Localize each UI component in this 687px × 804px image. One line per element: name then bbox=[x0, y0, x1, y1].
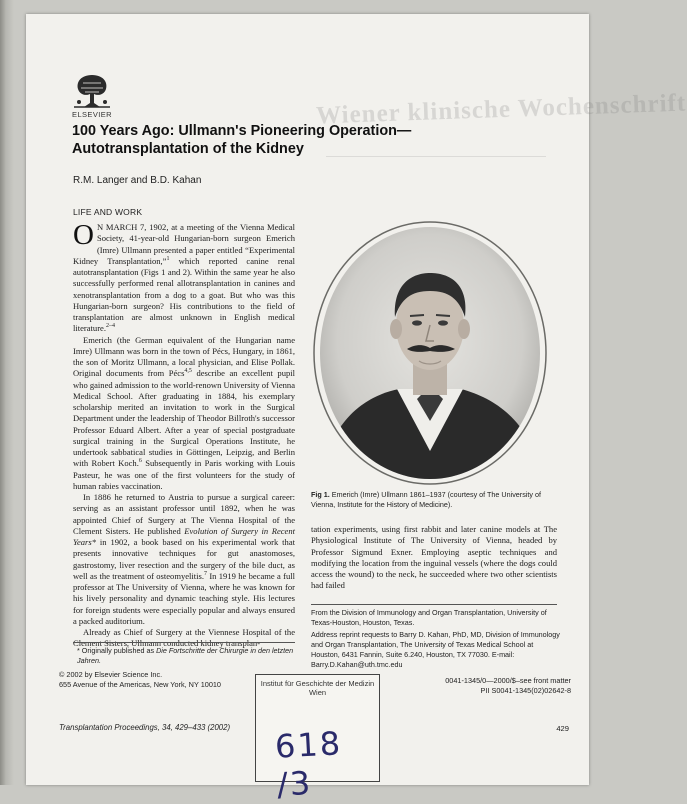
citation: 1 bbox=[166, 255, 170, 262]
page-number: 429 bbox=[556, 724, 569, 733]
paragraph-text: in 1902, a book based on his experimental work that presents innovative techniques for gut anastomoses, gastrostomy, liver resection and the surgery of the bile duct, as well as the treatment of osteomyelitis. bbox=[73, 537, 295, 581]
publisher-address: 655 Avenue of the Americas, New York, NY 10010 bbox=[59, 680, 221, 689]
figure-caption-text: Emerich (Imre) Ullmann 1861–1937 (courtesy of The University of Vienna, Institute for the History of Medicine). bbox=[311, 490, 541, 509]
citation: 4,5 bbox=[184, 368, 192, 375]
portrait-photo bbox=[309, 221, 552, 485]
copyright-line: © 2002 by Elsevier Science Inc. bbox=[59, 670, 163, 679]
issn-block bbox=[381, 676, 571, 696]
section-heading: LIFE AND WORK bbox=[73, 207, 143, 217]
issn-line: 0041-1345/0—2000/$–see front matter bbox=[445, 676, 571, 685]
publisher-logo bbox=[71, 69, 113, 119]
paragraph-text: Emerich (the German equivalent of the Hungarian name Imre) Ullmann was born in the town of Pécs, Hungary, in 1861, the son of Moritz Ullmann, a local physician, and Elise Pollak. Original documents from Pécs bbox=[73, 334, 295, 379]
bleed-through-text: Wiener klinische Wochenschrift bbox=[315, 89, 687, 130]
citation: 6 bbox=[138, 458, 142, 465]
affiliation-line: From the Division of Immunology and Organ Transplantation, University of Texas-Houston, Houston, Texas. bbox=[311, 608, 547, 627]
stamp-line: Wien bbox=[308, 688, 327, 697]
body-paragraph-1 bbox=[73, 219, 295, 335]
footnote-prefix: * Originally published as bbox=[77, 646, 157, 655]
book-title: Evolution of Surgery in Recent Years* bbox=[73, 525, 295, 547]
publisher-name: ELSEVIER bbox=[72, 110, 112, 119]
reprint-address: Address reprint requests to Barry D. Kahan, PhD, MD, Division of Immunology and Organ Transplantation, The University of Texas Medical School at Houston, 6431 Fannin, Suite 6.240, Houston, TX 77030. E-mail: Barry.D.Kahan@uth.tmc.edu bbox=[311, 630, 560, 669]
affiliation-rule bbox=[311, 604, 557, 605]
paragraph-text: Subsequently in Paris working with Louis Pasteur, he was one of the first volunteers for the study of human rabies vaccination. bbox=[73, 458, 295, 491]
figure-caption bbox=[311, 490, 556, 510]
footnote bbox=[77, 646, 299, 666]
bleed-through-rule bbox=[326, 156, 546, 181]
body-right-column bbox=[311, 524, 557, 592]
footnote-rule bbox=[73, 642, 295, 643]
paragraph-text: In 1886 he returned to Austria to pursue a surgical career: serving as an assistant professor until 1892, when he was appointed Chief of Surgery at The Vienna Hospital of the Clement Sisters. He published bbox=[73, 492, 295, 536]
body-paragraph-right: tation experiments, using first rabbit and later canine models at The Physiological Institute of The University of Vienna, headed by Professor Sigmund Exner. Employing aseptic techniques and modifying the location from the inguinal vessels (where the dogs could access the wound) to the neck, he succeeded where two other scientists had failed bbox=[311, 524, 557, 591]
drop-cap: O bbox=[73, 219, 94, 251]
handwritten-shelfmark: 618 /3 bbox=[274, 724, 344, 804]
journal-page bbox=[26, 14, 687, 804]
body-paragraph-3 bbox=[73, 492, 295, 627]
paragraph-text: In 1919 he became a full professor at The University of Vienna, where he was known for his lively personality and dynamic teaching style. His lectures for foreign students were especially popular and always ensured a packed auditorium. bbox=[73, 570, 295, 626]
paragraph-text: describe an excellent pupil who gained admission to the world-renown University of Vienna Medical School. After graduating in 1884, his exemplary scholarship merited an invitation to work in the Surgical Department under the leadership of Theodor Billroth's successor Professor Eduard Albert. After a year of special postgraduate surgical training in the Surgical Operations Institute, he undertook sabbatical studies in Göttingen, Leipzig, and Berlin with Robert Koch. bbox=[73, 368, 295, 469]
library-stamp bbox=[255, 674, 380, 804]
paragraph-text: N MARCH 7, 1902, at a meeting of the Vienna Medical Society, 41-year-old Hungarian-born surgeon Emerich (Imre) Ullmann presented a paper entitled “Experimental Kidney Transplantation,” bbox=[73, 222, 295, 266]
affiliation-block bbox=[311, 608, 561, 672]
stamp-line: Institut für Geschichte der Medizin bbox=[260, 679, 375, 688]
figure-label: Fig 1. bbox=[311, 490, 330, 499]
elsevier-tree-logo-icon bbox=[71, 69, 113, 109]
body-paragraph-4: Already as Chief of Surgery at the Viennese Hospital of the Clement Sisters, Ullmann conducted kidney transplan- bbox=[73, 627, 295, 649]
footnote-italic: Die Fortschritte der Chirurgie in den letzten Jahren. bbox=[77, 646, 294, 665]
citation: 7 bbox=[204, 570, 208, 577]
article-authors: R.M. Langer and B.D. Kahan bbox=[73, 175, 202, 186]
journal-reference: Transplantation Proceedings, 34, 429–433 (2002) bbox=[59, 723, 231, 732]
paragraph-text: which reported canine renal autotransplantation (Figs 1 and 2). Within the same year he also successfully performed renal allotransplantation in canines and xenotransplantation from a dog to a goat. But who was this Hungarian-born surgeon? His contributions to the field of transplantation are almost unknown in English medical literature. bbox=[73, 255, 295, 334]
stamp-institution bbox=[256, 675, 379, 697]
article-title: 100 Years Ago: Ullmann's Pioneering Operation—Autotransplantation of the Kidney bbox=[72, 123, 412, 157]
body-paragraph-2 bbox=[73, 335, 295, 493]
pii-line: PII S0041-1345(02)02642-8 bbox=[480, 686, 571, 695]
body-left-column bbox=[73, 219, 295, 650]
citation: 2–4 bbox=[105, 323, 115, 330]
